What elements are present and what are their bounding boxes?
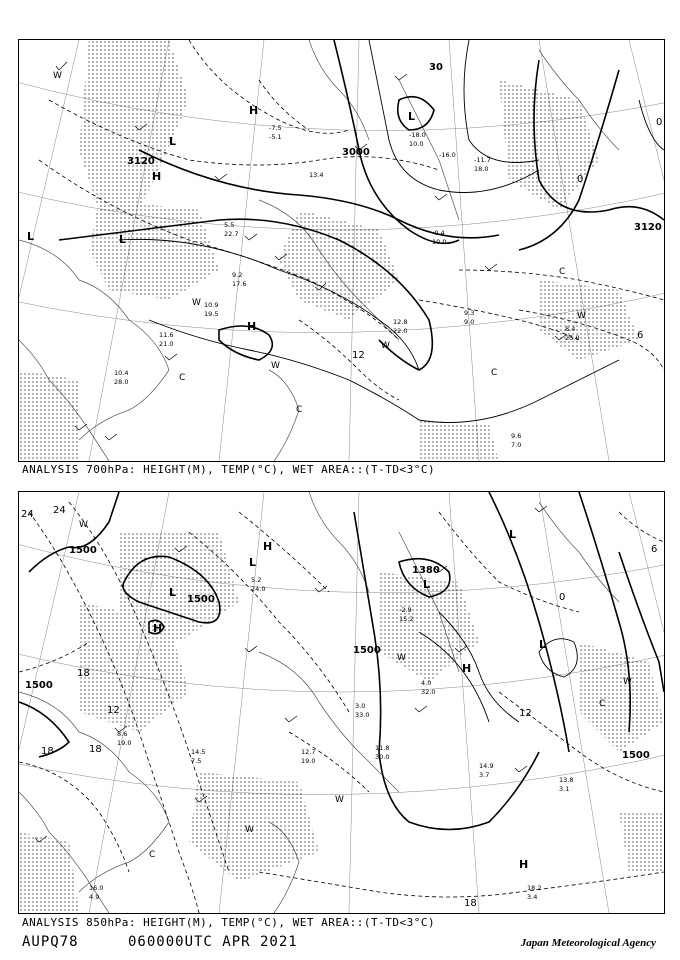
station-value: 14.9 — [479, 762, 494, 770]
isotherm-label: 0 — [656, 117, 663, 128]
chart-code: AUPQ78 — [22, 934, 79, 950]
station-value: 10.4 — [114, 369, 129, 377]
warm-mark: W — [53, 71, 62, 81]
isotherm-label: 18 — [464, 898, 477, 909]
height-label: 3120 — [634, 222, 662, 233]
map-850hpa-canvas — [19, 492, 664, 913]
cold-mark: C — [559, 267, 566, 277]
station-value: -11.7 — [474, 156, 491, 164]
warm-mark: W — [397, 653, 406, 663]
station-value: 4.9 — [89, 893, 100, 901]
station-value: 3.0 — [355, 702, 366, 710]
station-value: 19.5 — [204, 310, 219, 318]
warm-mark: W — [335, 795, 344, 805]
height-label: 1500 — [187, 594, 215, 605]
station-value: 11.8 — [375, 744, 390, 752]
station-value: 7.0 — [511, 441, 522, 449]
low-center: L — [119, 233, 127, 246]
height-label: 1380 — [412, 565, 440, 576]
station-value: -2.9 — [399, 606, 412, 614]
isotherm-labels — [21, 505, 657, 909]
warm-mark: W — [577, 311, 586, 321]
station-value: 3.1 — [559, 785, 570, 793]
station-value: 16.0 — [89, 884, 104, 892]
isotherm-label: 12 — [519, 708, 532, 719]
station-value: 10.0 — [409, 140, 424, 148]
station-value: 32.0 — [421, 688, 436, 696]
cold-mark: C — [179, 373, 186, 383]
station-value: 12.7 — [301, 748, 316, 756]
valid-time: 060000UTC APR 2021 — [128, 934, 298, 950]
station-value: -5.1 — [269, 133, 282, 141]
station-value: 21.0 — [159, 340, 174, 348]
map-850hpa — [18, 491, 665, 914]
station-value: 9.2 — [232, 271, 243, 279]
caption-850hpa: ANALYSIS 850hPa: HEIGHT(M), TEMP(°C), WET AREA::(T-TD<3°C) — [22, 916, 436, 929]
low-center: L — [249, 556, 257, 569]
station-value: 13.8 — [559, 776, 574, 784]
low-center: L — [423, 578, 431, 591]
warm-mark: W — [271, 361, 280, 371]
height-label: 3000 — [342, 147, 370, 158]
low-center: L — [27, 230, 35, 243]
isotherm-label: 12 — [107, 705, 120, 716]
station-value: 28.0 — [114, 378, 129, 386]
agency-name: Japan Meteorological Agency — [520, 937, 656, 949]
station-value: 15.2 — [399, 615, 414, 623]
high-center: H — [263, 540, 273, 553]
station-value: 5.5 — [224, 221, 235, 229]
wet-area — [19, 532, 664, 913]
station-value: -16.0 — [439, 151, 456, 159]
low-center: L — [169, 586, 177, 599]
warm-mark: W — [245, 825, 254, 835]
station-value: 25.0 — [565, 334, 580, 342]
wet-area — [19, 40, 639, 461]
caption-700hpa: ANALYSIS 700hPa: HEIGHT(M), TEMP(°C), WET AREA::(T-TD<3°C) — [22, 463, 436, 476]
height-label: 1500 — [353, 645, 381, 656]
low-center: L — [509, 528, 517, 541]
high-center: H — [153, 622, 163, 635]
high-center: H — [247, 320, 257, 333]
warm-mark: W — [192, 298, 201, 308]
station-value: 24.0 — [251, 585, 266, 593]
station-value: 3.7 — [479, 771, 490, 779]
station-value: -18.0 — [409, 131, 426, 139]
station-value: 8.6 — [117, 730, 128, 738]
isotherm-label: 6 — [637, 330, 644, 341]
cold-mark: C — [296, 405, 303, 415]
warm-mark: W — [79, 520, 88, 530]
station-value: 9.3 — [464, 309, 475, 317]
station-value: 3.4 — [527, 893, 538, 901]
low-center: L — [539, 638, 547, 651]
station-value: 19.0 — [117, 739, 132, 747]
high-center: H — [249, 104, 259, 117]
station-value: 17.6 — [232, 280, 247, 288]
low-center: L — [408, 110, 416, 123]
low-center: L — [169, 135, 177, 148]
isotherm-label: 12 — [352, 350, 365, 361]
station-value: -7.5 — [269, 124, 282, 132]
station-value: 14.5 — [191, 748, 206, 756]
high-center: H — [462, 662, 472, 675]
cold-mark: C — [599, 699, 606, 709]
station-value: 8.4 — [565, 325, 576, 333]
station-value: 7.5 — [191, 757, 202, 765]
station-value: 9.0 — [464, 318, 475, 326]
isotherm-label: 18 — [77, 668, 90, 679]
station-value: 12.8 — [393, 318, 408, 326]
station-value: 10.0 — [432, 238, 447, 246]
station-value: 10.9 — [204, 301, 219, 309]
warm-mark: W — [623, 677, 632, 687]
isotherm-label: 0 — [559, 592, 566, 603]
height-label: 30 — [429, 62, 443, 73]
map-700hpa-canvas — [19, 40, 664, 461]
height-label: 1500 — [25, 680, 53, 691]
station-value: 30.0 — [375, 753, 390, 761]
warm-mark: W — [381, 341, 390, 351]
height-label: 1500 — [69, 545, 97, 556]
station-value: 22.7 — [224, 230, 239, 238]
station-value: 22.0 — [393, 327, 408, 335]
station-value: 9.6 — [511, 432, 522, 440]
height-label: 3120 — [127, 156, 155, 167]
station-value: 4.0 — [421, 679, 432, 687]
cold-mark: C — [149, 850, 156, 860]
station-value: 33.0 — [355, 711, 370, 719]
station-value: 13.4 — [309, 171, 324, 179]
station-value: 5.2 — [251, 576, 262, 584]
isotherm-label: 18 — [41, 746, 54, 757]
height-label: 1500 — [622, 750, 650, 761]
station-value: 19.0 — [301, 757, 316, 765]
high-center: H — [152, 170, 162, 183]
cold-mark: C — [491, 368, 498, 378]
isotherm-label: 18 — [89, 744, 102, 755]
station-value: 18.2 — [527, 884, 542, 892]
isotherm-label: 6 — [651, 544, 658, 555]
high-center: H — [519, 858, 529, 871]
isotherm-label: 24 — [21, 509, 34, 520]
station-value: 11.6 — [159, 331, 174, 339]
station-value: -0.4 — [432, 229, 445, 237]
isotherm-label: 24 — [53, 505, 66, 516]
map-700hpa — [18, 39, 665, 462]
station-value: 18.0 — [474, 165, 489, 173]
isotherm-label: 0 — [577, 174, 584, 185]
